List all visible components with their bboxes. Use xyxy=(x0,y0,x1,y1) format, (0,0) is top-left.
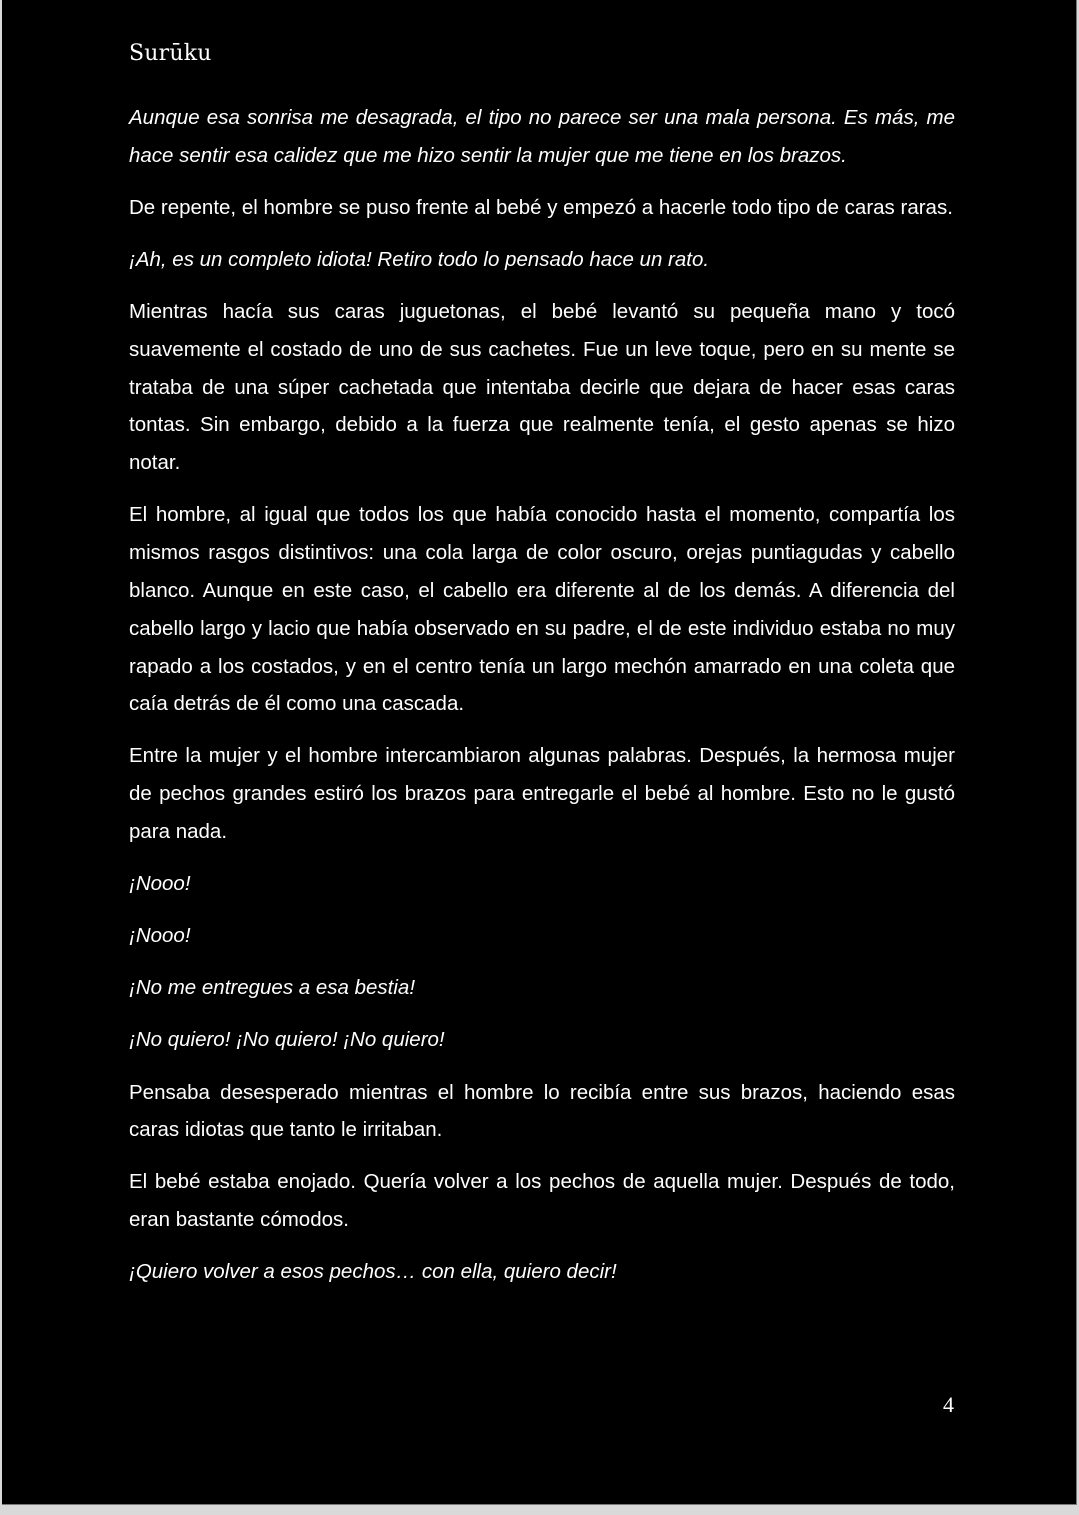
paragraph: ¡No quiero! ¡No quiero! ¡No quiero! xyxy=(129,1028,445,1052)
paragraph: Pensaba desesperado mientras el hombre lo recibía entre sus brazos, haciendo esas caras idiotas que tanto le irritaban. xyxy=(129,1080,955,1142)
paragraph: El hombre, al igual que todos los que había conocido hasta el momento, compartía los mismos rasgos distintivos: una cola larga de color oscuro, orejas puntiagudas y cabello blanco. Aunque en este caso, el cabello era diferente al de los demás. A diferencia del cabello largo y lacio que había observado en su padre, el de este individuo estaba no muy rapado a los costados, y en el centro tenía un largo mechón amarrado en una coleta que caía detrás de él como una cascada. xyxy=(129,503,955,716)
paragraph: De repente, el hombre se puso frente al bebé y empezó a hacerle todo tipo de caras raras. xyxy=(129,195,953,219)
body-text xyxy=(129,99,955,1305)
paragraph: Mientras hacía sus caras juguetonas, el bebé levantó su pequeña mano y tocó suavemente el costado de uno de sus cachetes. Fue un leve toque, pero en su mente se trataba de una súper cachetada que intentaba decirle que dejara de hacer esas caras tontas. Sin embargo, debido a la fuerza que realmente tenía, el gesto apenas se hizo notar. xyxy=(129,300,955,475)
paragraph: El bebé estaba enojado. Quería volver a los pechos de aquella mujer. Después de todo, eran bastante cómodos. xyxy=(129,1170,955,1232)
paragraph: Entre la mujer y el hombre intercambiaron algunas palabras. Después, la hermosa mujer de pechos grandes estiró los brazos para entregarle el bebé al hombre. Esto no le gustó para nada. xyxy=(129,744,955,844)
paragraph: ¡Nooo! xyxy=(129,924,191,948)
paragraph: Aunque esa sonrisa me desagrada, el tipo no parece ser una mala persona. Es más, me hace sentir esa calidez que me hizo sentir la mujer que me tiene en los brazos. xyxy=(129,106,955,167)
paragraph: ¡Nooo! xyxy=(129,872,191,896)
running-header-title: Surūku xyxy=(129,41,212,66)
paragraph: ¡Quiero volver a esos pechos… con ella, quiero decir! xyxy=(129,1260,617,1284)
page-number: 4 xyxy=(943,1392,954,1417)
paragraph: ¡Ah, es un completo idiota! Retiro todo lo pensado hace un rato. xyxy=(129,247,710,271)
paragraph: ¡No me entregues a esa bestia! xyxy=(129,976,416,1000)
document-page xyxy=(2,0,1077,1505)
